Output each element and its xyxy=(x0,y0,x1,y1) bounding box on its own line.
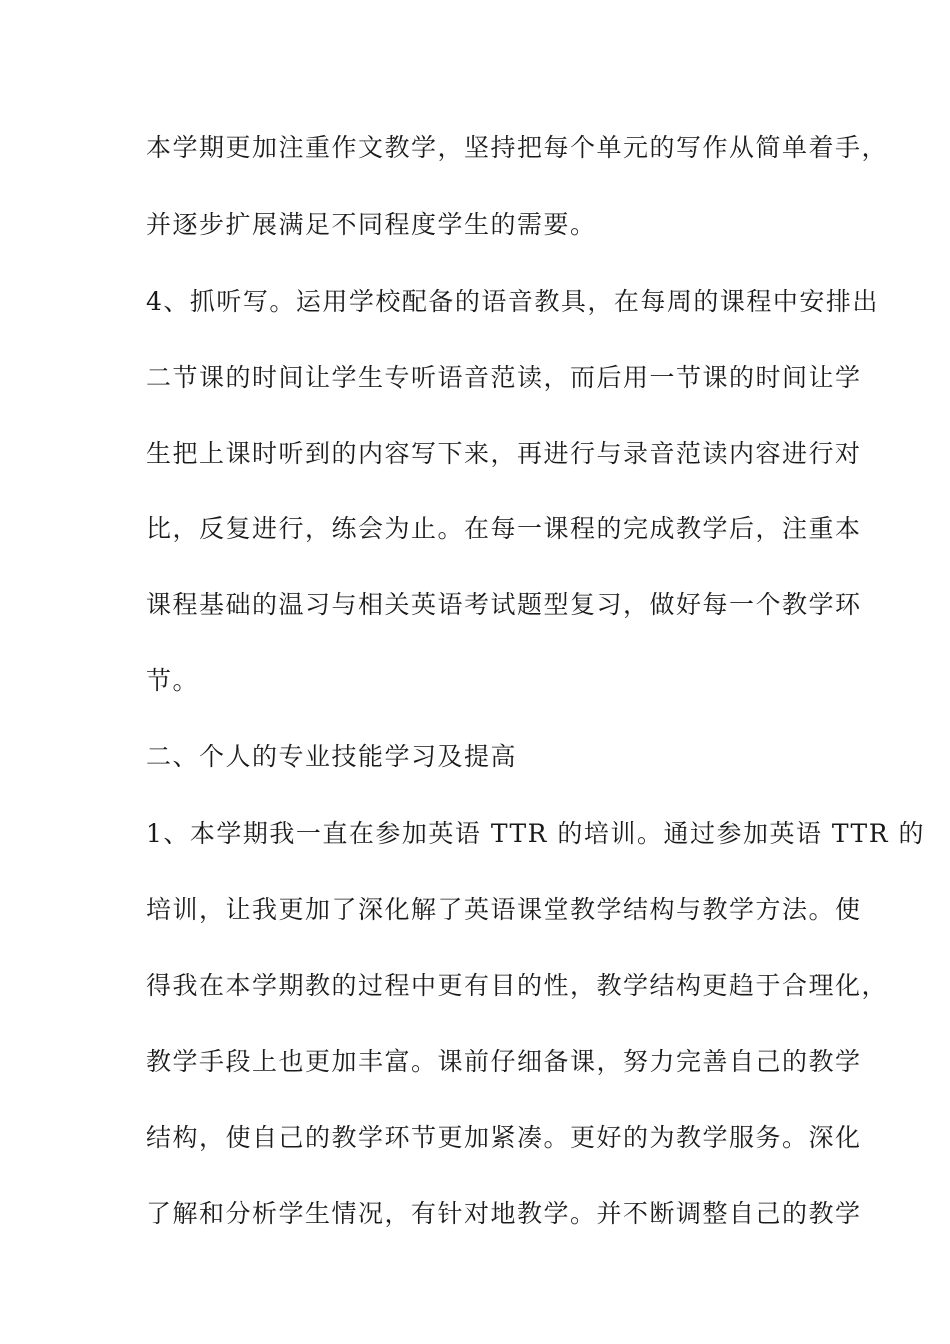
paragraph-line: 比，反复进行，练会为止。在每一课程的完成教学后，注重本 xyxy=(146,514,862,543)
paragraph-line: 得我在本学期教的过程中更有目的性，教学结构更趋于合理化， xyxy=(146,971,889,1000)
paragraph-line: 教学手段上也更加丰富。课前仔细备课，努力完善自己的教学 xyxy=(146,1047,862,1076)
paragraph-line: 结构，使自己的教学环节更加紧凑。更好的为教学服务。深化 xyxy=(146,1123,862,1152)
paragraph-line: 节。 xyxy=(146,666,200,695)
paragraph-line: 生把上课时听到的内容写下来，再进行与录音范读内容进行对 xyxy=(146,439,862,468)
paragraph-line: 了解和分析学生情况，有针对地教学。并不断调整自己的教学 xyxy=(146,1199,862,1228)
paragraph-line: 本学期更加注重作文教学，坚持把每个单元的写作从简单着手， xyxy=(146,133,889,162)
section-heading: 二、个人的专业技能学习及提高 xyxy=(146,742,518,771)
paragraph-line: 4、抓听写。运用学校配备的语音教具，在每周的课程中安排出 xyxy=(146,287,879,316)
paragraph-line: 二节课的时间让学生专听语音范读，而后用一节课的时间让学 xyxy=(146,363,862,392)
paragraph-line: 1、本学期我一直在参加英语 TTR 的培训。通过参加英语 TTR 的 xyxy=(146,819,925,848)
paragraph-line: 培训，让我更加了深化解了英语课堂教学结构与教学方法。使 xyxy=(146,895,862,924)
paragraph-line: 课程基础的温习与相关英语考试题型复习，做好每一个教学环 xyxy=(146,590,862,619)
paragraph-line: 并逐步扩展满足不同程度学生的需要。 xyxy=(146,210,597,239)
